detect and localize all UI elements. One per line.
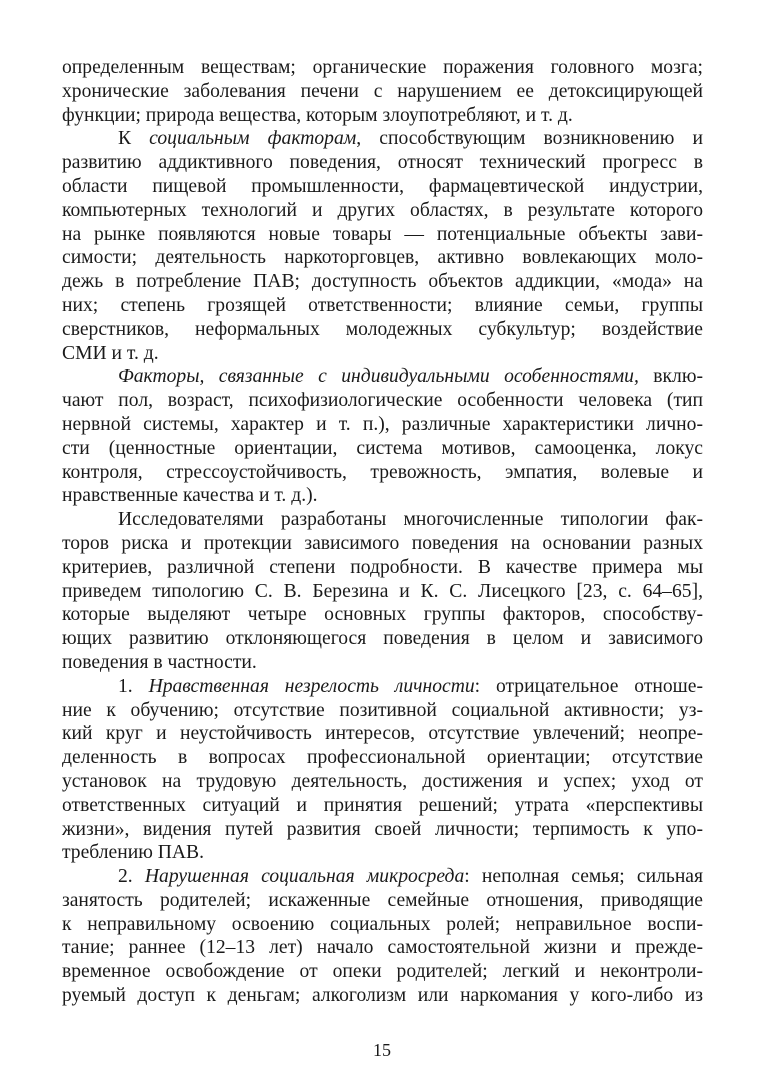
text-segment: дежь в потребление ПАВ; доступность объектов аддикции, «мода» на <box>62 271 703 293</box>
text-segment: определенным веществам; органические поражения головного мозга; <box>62 57 703 78</box>
text-line <box>62 461 703 485</box>
text-segment: нервной системы, характер и т. п.), различные характеристики лично- <box>62 413 703 435</box>
text-line <box>62 889 703 913</box>
text-segment: установок на трудовую деятельность, достижения и успех; уход от <box>62 770 703 792</box>
text-segment: : отрицательное отноше- <box>474 675 703 697</box>
text-segment: ющих развитию отклоняющегося поведения в целом и зависимого <box>62 628 703 650</box>
text-segment: К <box>118 128 150 150</box>
text-segment: компьютерных технологий и других областях, в результате которого <box>62 199 703 221</box>
text-segment: приведем типологию С. В. Березина и К. С. Лисецкого [23, с. 64–65], <box>62 580 703 602</box>
text-segment: ние к обучению; отсутствие позитивной социальной активности; уз- <box>62 699 703 721</box>
italic-term: Факторы, связанные с индивидуальными особенностями, <box>118 366 639 388</box>
text-segment: 1. <box>118 675 149 697</box>
text-segment: жизни», видения путей развития своей личности; терпимость к упо- <box>62 818 703 840</box>
text-line <box>62 794 703 818</box>
text-segment: критериев, различной степени подробности. В качестве примера мы <box>62 556 703 578</box>
text-line <box>62 532 703 556</box>
text-line <box>62 199 703 223</box>
text-segment: : неполная семья; сильная <box>464 866 704 888</box>
text-line <box>62 56 703 80</box>
text-line <box>62 699 703 723</box>
text-segment: контроля, стрессоустойчивость, тревожность, эмпатия, волевые и <box>62 461 703 483</box>
text-line <box>62 389 703 413</box>
text-segment: области пищевой промышленности, фармацевтической индустрии, <box>62 175 703 197</box>
text-line <box>62 580 703 604</box>
text-segment: поведения в частности. <box>62 651 257 673</box>
text-line <box>62 675 703 699</box>
text-segment: симости; деятельность наркоторговцев, активно вовлекающих моло- <box>62 247 703 269</box>
text-line <box>62 746 703 770</box>
text-segment: ответственных ситуаций и принятия решений; утрата «перспективы <box>62 794 703 816</box>
text-line <box>62 841 703 865</box>
text-line <box>62 556 703 580</box>
text-segment: торов риска и протекции зависимого поведения на основании разных <box>62 532 703 554</box>
text-segment: , способствующим возникновению и <box>356 128 703 150</box>
text-line <box>62 151 703 175</box>
page-number: 15 <box>373 1040 391 1060</box>
text-line <box>62 865 703 889</box>
text-line <box>62 104 703 128</box>
text-line <box>62 270 703 294</box>
text-segment: них; степень грозящей ответственности; влияние семьи, группы <box>62 294 703 316</box>
text-segment: сверстников, неформальных молодежных субкультур; воздействие <box>62 318 703 340</box>
text-line <box>62 80 703 104</box>
text-segment: руемый доступ к деньгам; алкоголизм или наркомания у кого-либо из <box>62 985 703 1007</box>
text-segment: чают пол, возраст, психофизиологические особенности человека (тип <box>62 390 703 412</box>
text-line <box>62 127 703 151</box>
text-line <box>62 413 703 437</box>
text-segment: временное освобождение от опеки родителей; легкий и неконтроли- <box>62 961 703 983</box>
text-line <box>62 175 703 199</box>
text-segment: вклю- <box>638 366 703 388</box>
text-line <box>62 818 703 842</box>
italic-term: Нарушенная социальная микросреда <box>144 866 465 888</box>
text-line <box>62 651 703 675</box>
text-line <box>62 722 703 746</box>
text-line <box>62 936 703 960</box>
text-line <box>62 984 703 1008</box>
text-segment: хронические заболевания печени с нарушением ее детоксицирующей <box>62 80 703 102</box>
text-line <box>62 246 703 270</box>
text-segment: тание; раннее (12–13 лет) начало самостоятельной жизни и прежде- <box>62 937 703 959</box>
text-segment: развитию аддиктивного поведения, относят технический прогресс в <box>62 152 703 174</box>
text-segment: занятость родителей; искаженные семейные отношения, приводящие <box>62 889 703 911</box>
text-line <box>62 770 703 794</box>
text-line <box>62 913 703 937</box>
text-line <box>62 627 703 651</box>
text-line <box>62 603 703 627</box>
text-line <box>62 508 703 532</box>
text-line <box>62 437 703 461</box>
italic-term: Нравственная незрелость личности <box>148 675 475 697</box>
text-line <box>62 318 703 342</box>
text-segment: СМИ и т. д. <box>62 342 159 364</box>
text-segment: деленность в вопросах профессиональной ориентации; отсутствие <box>62 747 703 769</box>
document-body <box>62 56 703 1008</box>
text-segment: которые выделяют четыре основных группы факторов, способству- <box>62 604 703 626</box>
text-line <box>62 960 703 984</box>
text-segment: на рынке появляются новые товары — потенциальные объекты зави- <box>62 223 703 245</box>
text-segment: кий круг и неустойчивость интересов, отсутствие увлечений; неопре- <box>62 723 703 745</box>
text-segment: 2. <box>118 866 145 888</box>
text-line <box>62 342 703 366</box>
text-segment: треблению ПАВ. <box>62 842 205 864</box>
italic-term: социальным факторам <box>149 128 357 150</box>
text-line <box>62 294 703 318</box>
text-line <box>62 484 703 508</box>
text-line <box>62 223 703 247</box>
text-segment: к неправильному освоению социальных ролей; неправильное воспи- <box>62 913 703 935</box>
text-segment: Исследователями разработаны многочисленные типологии фак- <box>118 509 703 531</box>
text-segment: функции; природа вещества, которым злоупотребляют, и т. д. <box>62 104 573 126</box>
text-segment: сти (ценностные ориентации, система мотивов, самооценка, локус <box>62 437 703 459</box>
text-segment: нравственные качества и т. д.). <box>62 485 318 507</box>
text-line <box>62 365 703 389</box>
